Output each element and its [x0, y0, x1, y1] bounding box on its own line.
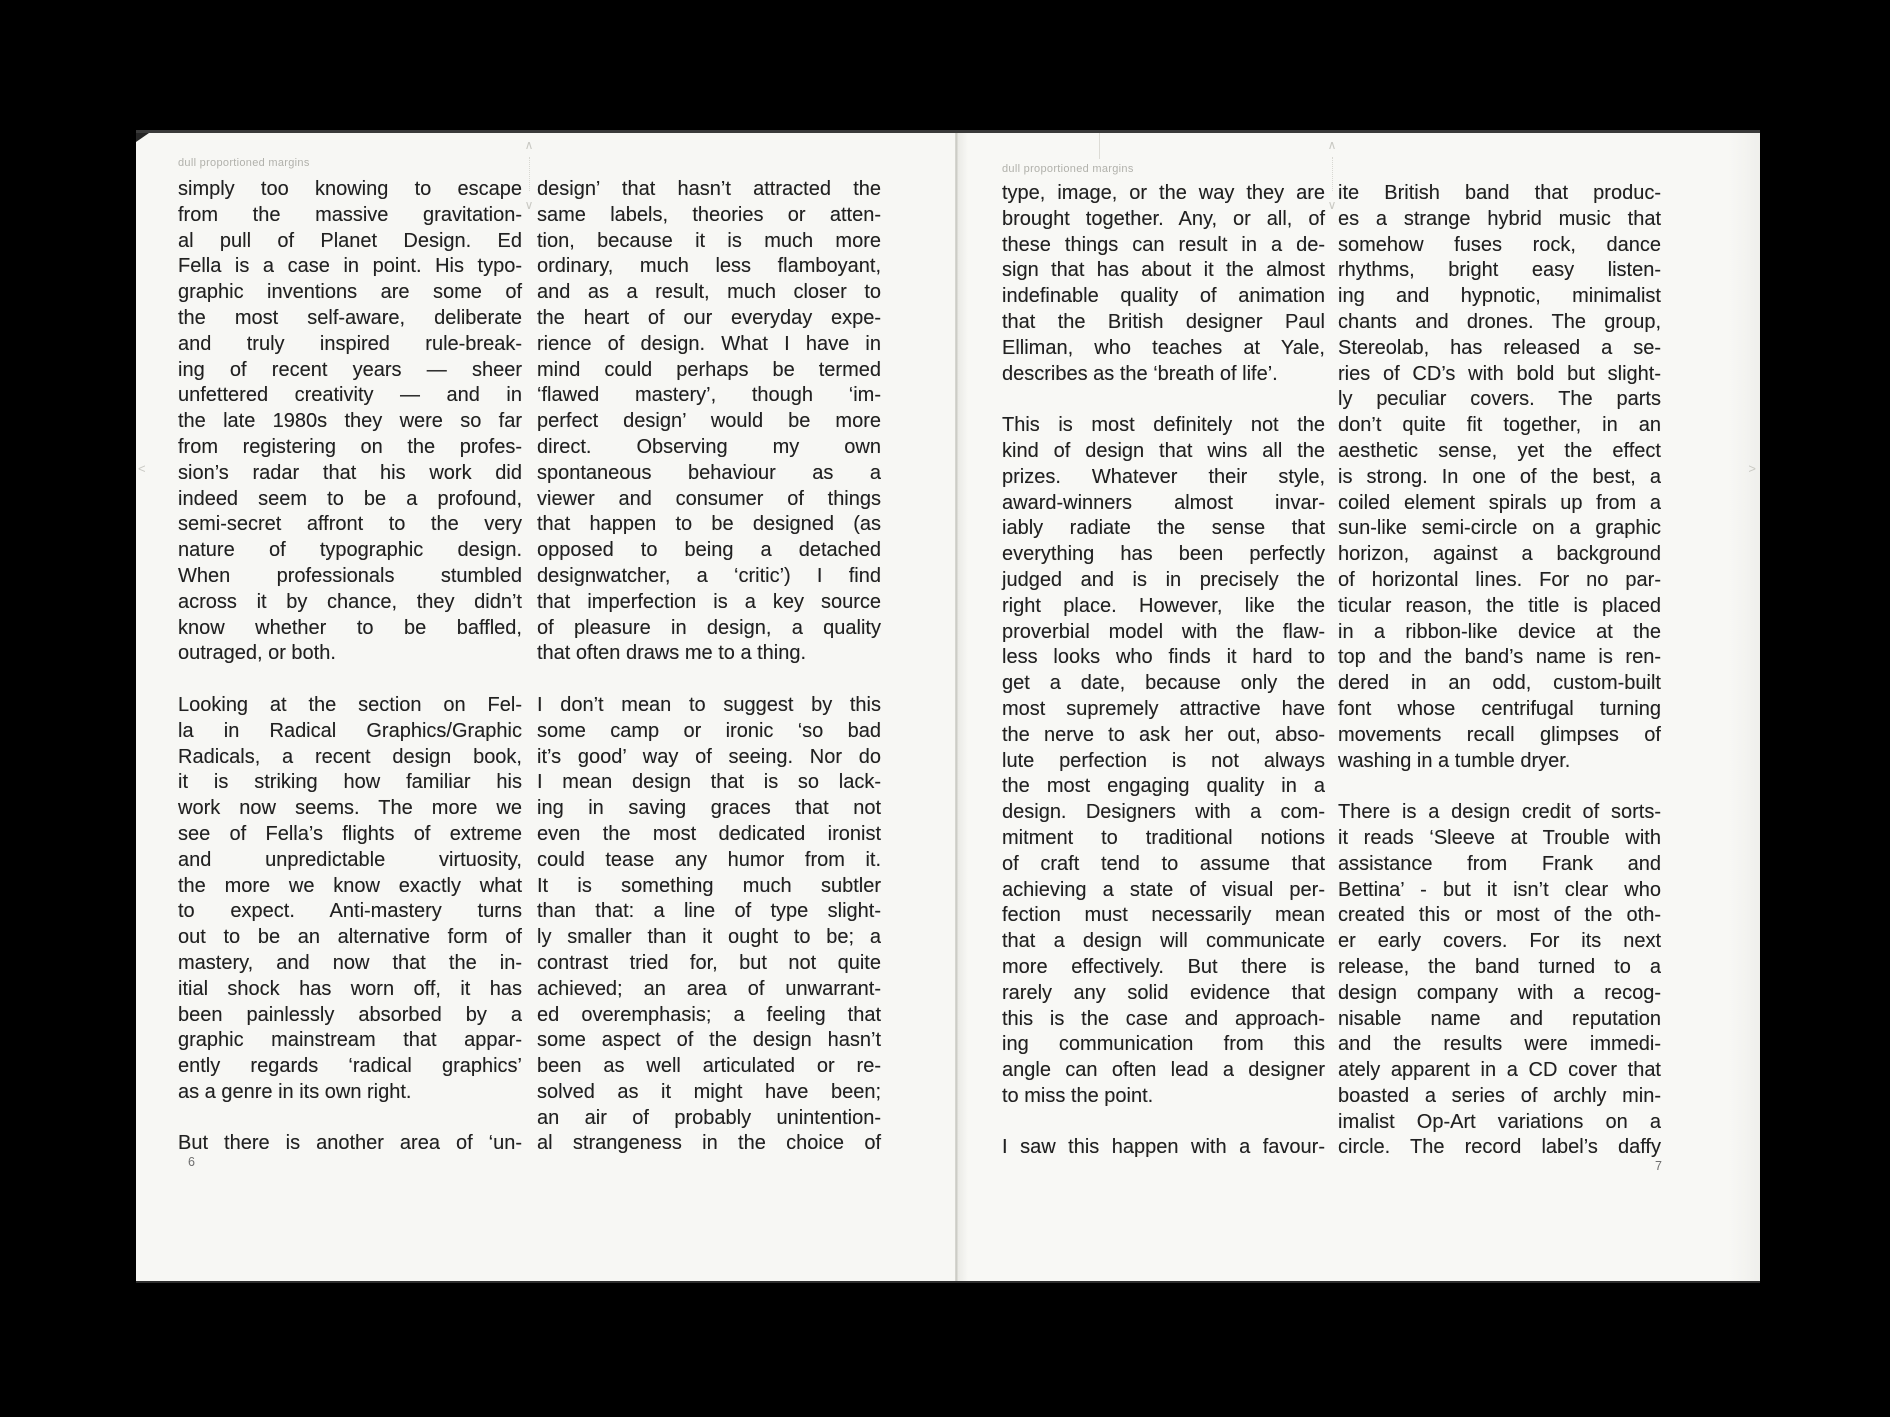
text-line: ticular reason, the title is placed: [1338, 594, 1661, 617]
paragraph: [1338, 800, 1661, 1161]
text-line: font whose centrifugal turning: [1338, 697, 1661, 720]
fold-mark-down: ∨: [524, 198, 534, 212]
page-left: [136, 133, 956, 1281]
text-line: get a date, because only the: [1002, 672, 1325, 695]
text-line: sun-like semi-circle on a graphic: [1338, 517, 1661, 540]
text-line: graphic inventions are some of: [178, 281, 522, 304]
text-line: Elliman, who teaches at Yale,: [1002, 336, 1325, 359]
text-line: movements recall glimpses of: [1338, 723, 1661, 746]
text-line: Bettina’ - but it isn’t clear who: [1338, 878, 1661, 901]
text-line: some aspect of the design hasn’t: [537, 1029, 881, 1052]
text-line: ries of CD’s with bold but slight-: [1338, 362, 1661, 385]
running-header-right: dull proportioned margins: [1002, 163, 1134, 175]
text-line: rarely any solid evidence that: [1002, 981, 1325, 1004]
text-line: and as a result, much closer to: [537, 281, 881, 304]
page-number-left: 6: [188, 1155, 195, 1169]
text-line: in a ribbon-like device at the: [1338, 620, 1661, 643]
text-line: right place. However, like the: [1002, 594, 1325, 617]
text-line: the late 1980s they were so far: [178, 410, 522, 433]
text-line: describes as the ‘breath of life’.: [1002, 362, 1278, 385]
text-line: type, image, or the way they are: [1002, 182, 1325, 204]
text-line: somehow fuses rock, dance: [1338, 233, 1661, 256]
text-line: it reads ‘Sleeve at Trouble with: [1338, 826, 1661, 849]
paragraph: [537, 177, 881, 667]
text-line: some camp or ironic ‘so bad: [537, 719, 881, 742]
page-left-columns: [178, 177, 881, 1157]
text-line: and the results were immedi-: [1338, 1033, 1661, 1056]
text-line: contrast tried for, but not quite: [537, 951, 881, 974]
text-column: [537, 177, 881, 1157]
text-line: the heart of our everyday expe-: [537, 306, 881, 329]
text-line: semi-secret affront to the very: [178, 513, 522, 536]
text-line: created this or most of the oth-: [1338, 904, 1661, 927]
text-line: rhythms, bright easy listen-: [1338, 259, 1661, 282]
text-line: everything has been perfectly: [1002, 543, 1325, 566]
text-line: viewer and consumer of things: [537, 487, 881, 510]
text-line: the more we know exactly what: [178, 874, 522, 897]
text-line: fection must necessarily mean: [1002, 904, 1325, 927]
text-line: assistance from Frank and: [1338, 852, 1661, 875]
text-line: Fella is a case in point. His typo-: [178, 255, 522, 278]
registration-mark-left: <: [138, 461, 146, 476]
text-line: proverbial model with the flaw-: [1002, 620, 1325, 643]
text-line: Radicals, a recent design book,: [178, 745, 522, 768]
page-corner-dogear: [136, 133, 149, 142]
text-line: less looks who finds it hard to: [1002, 646, 1325, 669]
text-line: the most engaging quality in a: [1002, 775, 1325, 798]
text-line: award-winners almost invar-: [1002, 491, 1325, 514]
paragraph: [1002, 181, 1325, 387]
text-line: judged and is in precisely the: [1002, 568, 1325, 591]
text-line: this is the case and approach-: [1002, 1007, 1325, 1030]
text-line: dered in an odd, custom-built: [1338, 672, 1661, 695]
text-line: to expect. Anti-mastery turns: [178, 900, 522, 923]
text-line: There is a design credit of sorts-: [1338, 801, 1661, 824]
text-line: rience of design. What I have in: [537, 332, 881, 355]
text-line: ing communication from this: [1002, 1033, 1325, 1056]
page-number-right: 7: [1655, 1159, 1662, 1173]
text-line: designwatcher, a ‘critic’) I find: [537, 564, 881, 587]
crease-mark: [1099, 133, 1100, 159]
text-line: aesthetic sense, yet the effect: [1338, 439, 1661, 462]
text-line: from registering on the profes-: [178, 435, 522, 458]
text-line: that the British designer Paul: [1002, 310, 1325, 333]
text-line: ing and hypnotic, minimalist: [1338, 285, 1661, 308]
text-line: I don’t mean to suggest by this: [537, 693, 881, 716]
text-line: ly smaller than it ought to be; a: [537, 926, 881, 949]
text-line: But there is another area of ‘un-: [178, 1132, 522, 1155]
text-line: that happen to be designed (as: [537, 513, 881, 536]
text-line: imalist Op-Art variations on a: [1338, 1110, 1661, 1133]
text-line: Stereolab, has released a se-: [1338, 336, 1661, 359]
text-line: and truly inspired rule-break-: [178, 332, 522, 355]
text-line: of pleasure in design, a quality: [537, 616, 881, 639]
fold-mark-up: ∧: [524, 138, 534, 152]
text-line: simply too knowing to escape: [178, 178, 522, 200]
text-line: that often draws me to a thing.: [537, 642, 807, 665]
text-line: unfettered creativity — and in: [178, 384, 522, 407]
text-line: I mean design that is so lack-: [537, 771, 881, 794]
text-column: [178, 177, 522, 1157]
text-line: these things can result in a de-: [1002, 233, 1325, 256]
text-line: see of Fella’s flights of extreme: [178, 822, 522, 845]
paragraph: [1002, 413, 1325, 1110]
text-line: design’ that hasn’t attracted the: [537, 178, 881, 200]
text-line: the nerve to ask her out, abso-: [1002, 723, 1325, 746]
text-line: nisable name and reputation: [1338, 1007, 1661, 1030]
page-right: [958, 133, 1760, 1281]
text-line: it is striking how familiar his: [178, 771, 522, 794]
text-line: ordinary, much less flamboyant,: [537, 255, 881, 278]
text-line: ite British band that produc-: [1338, 182, 1661, 204]
text-line: could tease any humor from it.: [537, 848, 881, 871]
text-line: angle can often lead a designer: [1002, 1059, 1325, 1082]
registration-mark-right: >: [1748, 461, 1756, 476]
running-header-left: dull proportioned margins: [178, 157, 310, 169]
text-line: even the most dedicated ironist: [537, 822, 881, 845]
text-column: [1002, 181, 1325, 1161]
text-line: chants and drones. The group,: [1338, 310, 1661, 333]
text-line: tion, because it is much more: [537, 229, 881, 252]
text-line: ately apparent in a CD cover that: [1338, 1059, 1661, 1082]
text-line: been painlessly absorbed by a: [178, 1003, 522, 1026]
text-line: horizon, against a background: [1338, 543, 1661, 566]
text-line: across it by chance, they didn’t: [178, 590, 522, 613]
text-line: it’s good’ way of seeing. Nor do: [537, 745, 881, 768]
paragraph: [178, 693, 522, 1106]
text-line: sion’s radar that his work did: [178, 461, 522, 484]
text-line: to miss the point.: [1002, 1084, 1154, 1107]
text-line: kind of design that wins all the: [1002, 439, 1325, 462]
text-line: don’t quite fit together, in an: [1338, 414, 1661, 437]
text-line: ing in saving graces that not: [537, 797, 881, 820]
text-line: iably radiate the sense that: [1002, 517, 1325, 540]
text-line: as a genre in its own right.: [178, 1080, 412, 1103]
text-line: prizes. Whatever their style,: [1002, 465, 1325, 488]
text-line: opposed to being a detached: [537, 539, 881, 562]
text-line: been as well articulated or re-: [537, 1055, 881, 1078]
text-line: al strangeness in the choice of: [537, 1132, 881, 1155]
paragraph: [1338, 181, 1661, 774]
text-line: washing in a tumble dryer.: [1338, 749, 1571, 772]
text-line: ly peculiar covers. The parts: [1338, 388, 1661, 411]
text-line: that a design will communicate: [1002, 930, 1325, 953]
fold-mark-up: ∧: [1327, 138, 1337, 152]
text-line: circle. The record label’s daffy: [1338, 1136, 1661, 1159]
text-line: is strong. In one of the best, a: [1338, 465, 1661, 488]
text-line: most supremely attractive have: [1002, 697, 1325, 720]
text-line: indeed seem to be a profound,: [178, 487, 522, 510]
text-line: and unpredictable virtuosity,: [178, 848, 522, 871]
text-line: of horizontal lines. For no par-: [1338, 568, 1661, 591]
text-line: achieved; an area of unwarrant-: [537, 977, 881, 1000]
text-line: from the massive gravitation-: [178, 203, 522, 226]
text-line: boasted a series of archly min-: [1338, 1084, 1661, 1107]
text-line: direct. Observing my own: [537, 435, 881, 458]
text-line: perfect design’ would be more: [537, 410, 881, 433]
text-line: achieving a state of visual per-: [1002, 878, 1325, 901]
text-line: brought together. Any, or all, of: [1002, 207, 1325, 230]
text-line: When professionals stumbled: [178, 564, 522, 587]
text-line: out to be an alternative form of: [178, 926, 522, 949]
text-line: of craft tend to assume that: [1002, 852, 1325, 875]
text-line: I saw this happen with a favour-: [1002, 1136, 1325, 1159]
text-line: same labels, theories or atten-: [537, 203, 881, 226]
text-line: mastery, and now that the in-: [178, 951, 522, 974]
page-right-columns: [1002, 181, 1661, 1161]
fold-mark-down: ∨: [1327, 198, 1337, 212]
text-line: design company with a recog-: [1338, 981, 1661, 1004]
text-line: la in Radical Graphics/Graphic: [178, 719, 522, 742]
text-line: mind could perhaps be termed: [537, 358, 881, 381]
paragraph: [178, 177, 522, 667]
text-line: er early covers. For its next: [1338, 930, 1661, 953]
text-line: itial shock has worn off, it has: [178, 977, 522, 1000]
text-line: than that: a line of type slight-: [537, 900, 881, 923]
text-line: an air of probably unintention-: [537, 1106, 881, 1129]
paragraph: [178, 1131, 522, 1157]
text-line: mitment to traditional notions: [1002, 826, 1325, 849]
text-line: lute perfection is not always: [1002, 749, 1325, 772]
paragraph: [1002, 1135, 1325, 1161]
text-line: This is most definitely not the: [1002, 414, 1325, 437]
text-line: work now seems. The more we: [178, 797, 522, 820]
text-line: spontaneous behaviour as a: [537, 461, 881, 484]
text-line: that imperfection is a key source: [537, 590, 881, 613]
text-line: design. Designers with a com-: [1002, 801, 1325, 824]
text-line: nature of typographic design.: [178, 539, 522, 562]
text-line: al pull of Planet Design. Ed: [178, 229, 522, 252]
text-line: sign that has about it the almost: [1002, 259, 1325, 282]
text-line: outraged, or both.: [178, 642, 336, 665]
text-line: Looking at the section on Fel-: [178, 693, 522, 716]
text-line: the most self-aware, deliberate: [178, 306, 522, 329]
text-line: know whether to be baffled,: [178, 616, 522, 639]
text-line: coiled element spirals up from a: [1338, 491, 1661, 514]
text-line: ently regards ‘radical graphics’: [178, 1055, 522, 1078]
text-line: graphic mainstream that appar-: [178, 1029, 522, 1052]
text-line: top and the band’s name is ren-: [1338, 646, 1661, 669]
paragraph: [537, 693, 881, 1157]
text-line: ing of recent years — sheer: [178, 358, 522, 381]
text-line: es a strange hybrid music that: [1338, 207, 1661, 230]
text-line: ‘flawed mastery’, though ‘im-: [537, 384, 881, 407]
text-line: It is something much subtler: [537, 874, 881, 897]
text-column: [1338, 181, 1661, 1161]
text-line: more effectively. But there is: [1002, 955, 1325, 978]
text-line: solved as it might have been;: [537, 1080, 881, 1103]
text-line: ed overemphasis; a feeling that: [537, 1003, 881, 1026]
text-line: release, the band turned to a: [1338, 955, 1661, 978]
scanned-book-spread: [136, 133, 1760, 1281]
text-line: indefinable quality of animation: [1002, 285, 1325, 308]
